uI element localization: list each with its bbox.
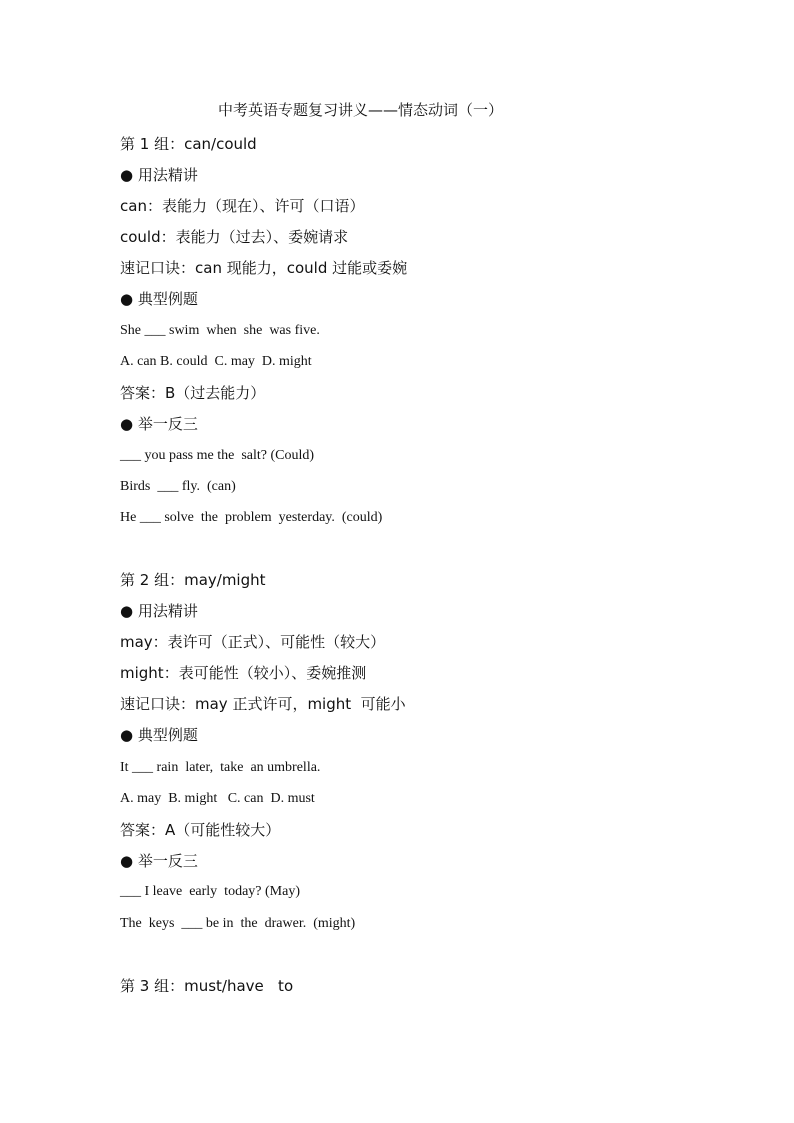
group3-heading: 第 3 组：must/have to — [120, 977, 294, 995]
group1-usage-can: can：表能力（现在）、许可（口语） — [120, 197, 365, 215]
group2-example-heading: ● 典型例题 — [120, 726, 198, 744]
group2-practice-1: ___ I leave early today? (May) — [120, 884, 300, 899]
group1-example-question: She ___ swim when she was five. — [120, 323, 320, 338]
group1-mnemonic: 速记口诀：can 现能力，could 过能或委婉 — [120, 259, 408, 277]
group1-heading: 第 1 组：can/could — [120, 135, 257, 153]
group1-practice-3: He ___ solve the problem yesterday. (could) — [120, 510, 383, 525]
group2-usage-heading: ● 用法精讲 — [120, 602, 198, 620]
group1-example-heading: ● 典型例题 — [120, 290, 198, 308]
group1-practice-1: ___ you pass me the salt? (Could) — [120, 448, 315, 463]
group2-mnemonic: 速记口诀：may 正式许可，might 可能小 — [120, 695, 406, 713]
group1-usage-heading: ● 用法精讲 — [120, 166, 198, 184]
group2-practice-2: The keys ___ be in the drawer. (might) — [120, 916, 356, 931]
group1-practice-2: Birds ___ fly. (can) — [120, 479, 236, 494]
group1-example-options: A. can B. could C. may D. might — [120, 354, 312, 369]
group2-example-question: It ___ rain later, take an umbrella. — [120, 760, 321, 775]
group2-usage-might: might：表可能性（较小）、委婉推测 — [120, 664, 367, 682]
group1-answer: 答案：B（过去能力） — [120, 384, 266, 402]
group2-usage-may: may：表许可（正式）、可能性（较大） — [120, 633, 386, 651]
group1-practice-heading: ● 举一反三 — [120, 415, 198, 433]
group2-heading: 第 2 组：may/might — [120, 571, 266, 589]
page-title: 中考英语专题复习讲义——情态动词（一） — [218, 101, 504, 119]
group2-answer: 答案：A（可能性较大） — [120, 821, 281, 839]
group2-practice-heading: ● 举一反三 — [120, 852, 198, 870]
group2-example-options: A. may B. might C. can D. must — [120, 791, 315, 806]
group1-usage-could: could：表能力（过去）、委婉请求 — [120, 228, 349, 246]
